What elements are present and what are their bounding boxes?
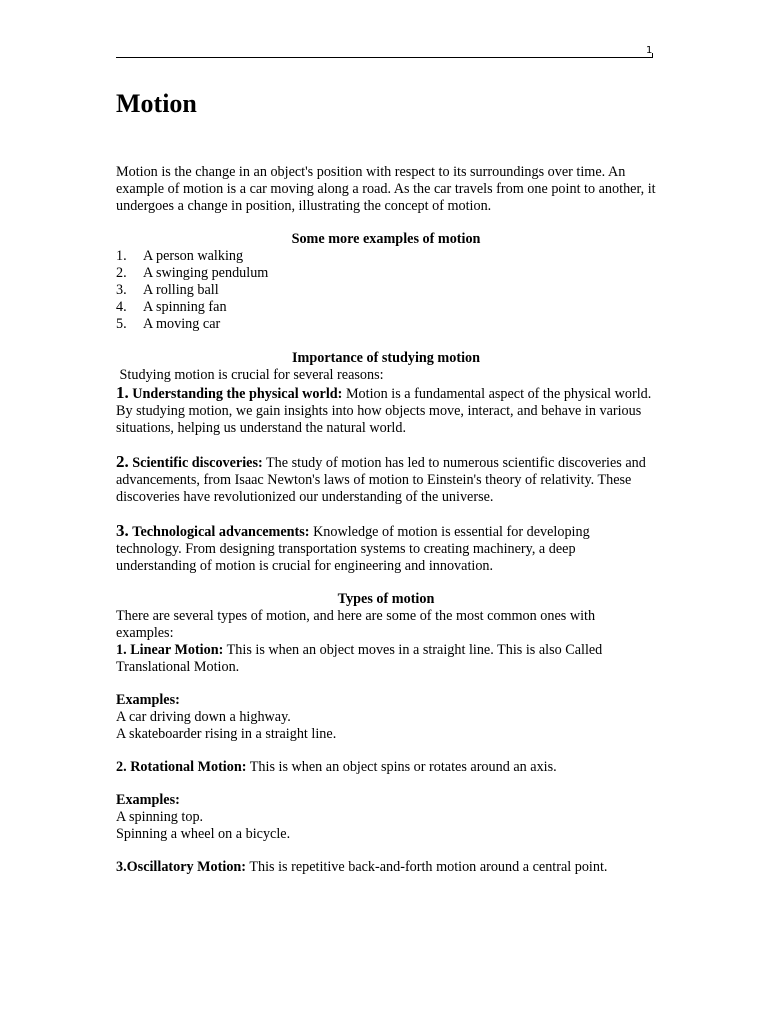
linear-motion-text: This is when an object moves in a straight line. This is also Called Translational Motion. — [116, 642, 603, 675]
importance-lead: Studying motion is crucial for several reasons: — [116, 367, 384, 383]
page-title: Motion — [116, 89, 197, 118]
example-line: A skateboarder rising in a straight line. — [116, 726, 337, 742]
linear-motion-title: 1. Linear Motion: — [116, 642, 224, 658]
importance-heading: Importance of studying motion — [292, 350, 480, 366]
list-item: 1. A person walking — [116, 248, 244, 264]
list-item: 2. A swinging pendulum — [116, 265, 269, 281]
examples-label: Examples: — [116, 792, 180, 808]
example-line: A car driving down a highway. — [116, 709, 291, 725]
reason-number: 3. — [116, 521, 129, 540]
linear-motion-paragraph — [116, 642, 656, 676]
reason-title: Understanding the physical world: — [132, 386, 343, 402]
reason-title: Scientific discoveries: — [132, 455, 263, 471]
reason-text: Knowledge of motion is essential for developing technology. From designing transportation systems to creating machinery, a deep understanding of motion is crucial for engineering and innovation. — [116, 524, 590, 574]
reason-paragraph — [116, 384, 656, 437]
document-body — [116, 88, 656, 876]
list-item: 4. A spinning fan — [116, 299, 227, 315]
rotational-motion-paragraph — [116, 759, 656, 776]
examples-label: Examples: — [116, 692, 180, 708]
oscillatory-motion-paragraph — [116, 859, 656, 876]
reason-paragraph — [116, 522, 656, 575]
rotational-motion-text: This is when an object spins or rotates around an axis. — [249, 759, 557, 775]
page-number: 1 — [646, 45, 653, 56]
oscillatory-motion-text: This is repetitive back-and-forth motion around a central point. — [249, 859, 608, 875]
oscillatory-motion-title: 3.Oscillatory Motion: — [116, 859, 247, 875]
reason-paragraph — [116, 453, 656, 506]
reason-number: 1. — [116, 383, 129, 402]
types-lead: There are several types of motion, and here are some of the most common ones with examples: — [116, 608, 596, 641]
header-rule — [116, 57, 653, 58]
reason-text: Motion is a fundamental aspect of the physical world. By studying motion, we gain insights into how objects move, interact, and behave in various situations, helping us understand the natural world. — [116, 386, 652, 436]
reason-text: The study of motion has led to numerous scientific discoveries and advancements, from Isaac Newton's laws of motion to Einstein's theory of relativity. These discoveries have revolutionized our understanding of the universe. — [116, 455, 646, 505]
examples-list — [116, 248, 656, 333]
reason-title: Technological advancements: — [132, 524, 310, 540]
example-line: A spinning top. — [116, 809, 204, 825]
examples-heading: Some more examples of motion — [291, 231, 481, 247]
example-line: Spinning a wheel on a bicycle. — [116, 826, 291, 842]
types-heading: Types of motion — [337, 591, 435, 607]
rotational-motion-title: 2. Rotational Motion: — [116, 759, 247, 775]
list-item: 3. A rolling ball — [116, 282, 219, 298]
list-item: 5. A moving car — [116, 316, 221, 332]
intro-paragraph: Motion is the change in an object's position with respect to its surroundings over time. An example of motion is a car moving along a road. As the car travels from one point to another, it undergoes a change in position, illustrating the concept of motion. — [116, 164, 656, 214]
header-rule-tick — [652, 53, 653, 57]
reason-number: 2. — [116, 452, 129, 471]
